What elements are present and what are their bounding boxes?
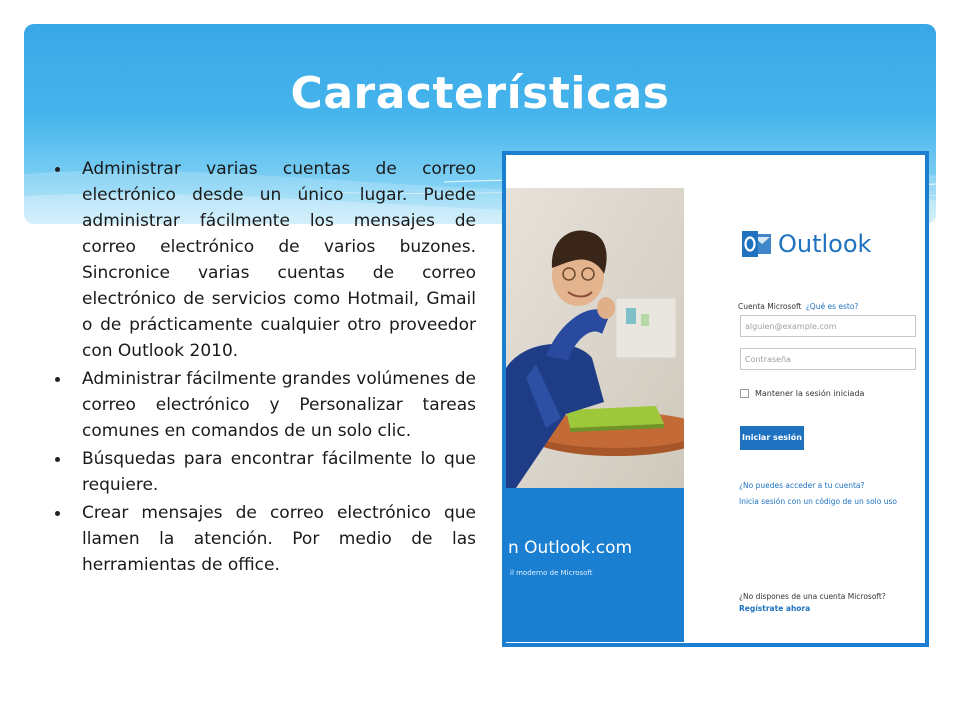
bullet-item: Administrar fácilmente grandes volúmenes de correo electrónico y Personalizar tareas comunes en comandos de un solo clic.	[52, 366, 476, 444]
photo-subcaption: il moderno de Microsoft	[510, 569, 593, 577]
outlook-login-screenshot	[502, 151, 929, 647]
outlook-logo-text: Outlook	[778, 230, 872, 258]
no-account-text	[739, 591, 919, 615]
keep-signed-in-label: Mantener la sesión iniciada	[755, 389, 865, 398]
outlook-icon	[742, 229, 772, 259]
password-field[interactable]: Contraseña	[740, 348, 916, 370]
bullet-item: Búsquedas para encontrar fácilmente lo que requiere.	[52, 446, 476, 498]
bullet-item: Administrar varias cuentas de correo electrónico desde un único lugar. Puede administrar fácilmente los mensajes de correo electrónico de varios buzones. Sincronice varias cuentas de correo electrónico de servicios como Hotmail, Gmail o de prácticamente cualquier otro proveedor con Outlook 2010.	[52, 156, 476, 364]
bullet-item: Crear mensajes de correo electrónico que llamen la atención. Por medio de las herramientas de office.	[52, 500, 476, 578]
outlook-logo	[742, 229, 871, 259]
slide-title: Características	[290, 68, 670, 119]
account-label	[738, 302, 858, 311]
register-link[interactable]: Regístrate ahora	[739, 604, 811, 613]
person-photo	[506, 188, 684, 642]
account-label-text: Cuenta Microsoft	[738, 302, 802, 311]
keep-signed-in-checkbox[interactable]	[740, 389, 749, 398]
no-account-label: ¿No dispones de una cuenta Microsoft?	[739, 592, 886, 601]
one-time-code-link[interactable]: Inicia sesión con un código de un solo uso	[739, 497, 897, 506]
what-is-this-link[interactable]: ¿Qué es esto?	[805, 302, 859, 311]
photo-caption: n Outlook.com	[508, 538, 633, 558]
screenshot-canvas	[506, 155, 925, 643]
bullet-list	[52, 156, 476, 580]
cant-access-account-link[interactable]: ¿No puedes acceder a tu cuenta?	[739, 481, 865, 490]
keep-signed-in-row[interactable]	[740, 389, 864, 398]
signin-button[interactable]: Iniciar sesión	[740, 426, 804, 450]
email-field[interactable]: alguien@example.com	[740, 315, 916, 337]
